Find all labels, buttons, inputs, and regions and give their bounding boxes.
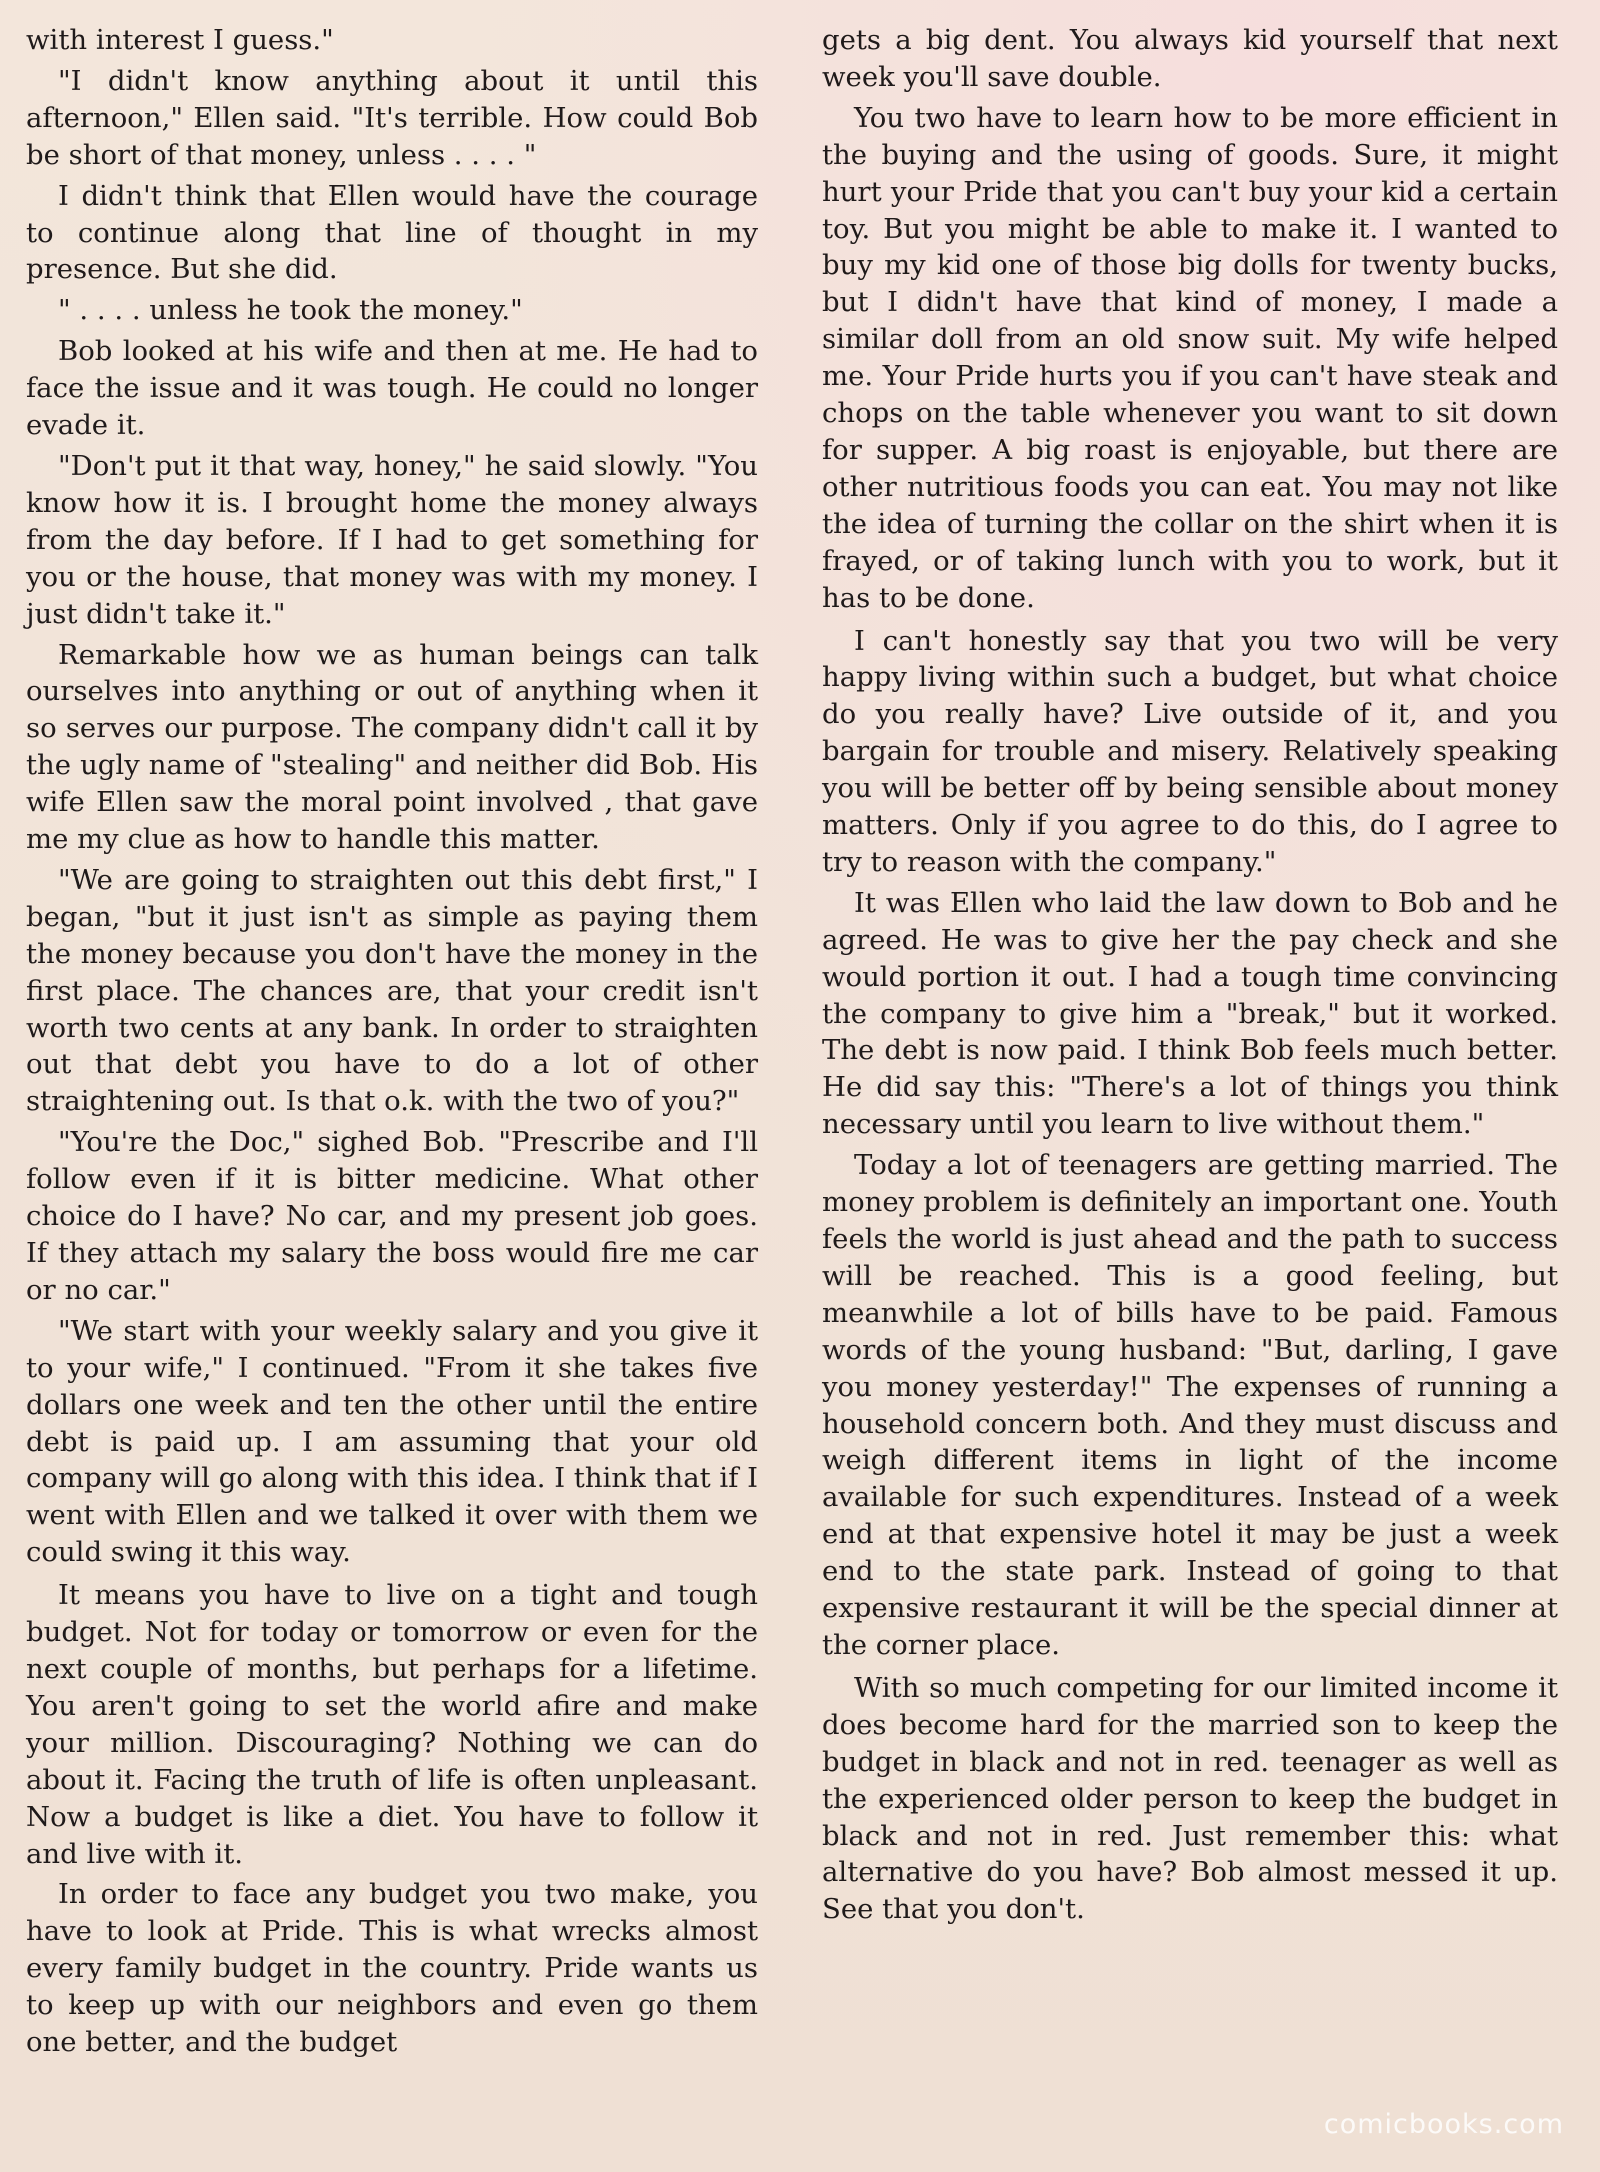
paragraph: You two have to learn how to be more efficient in the buying and the using of goods. Sure, it might hurt your Pride that you can't buy your kid a certain toy. But you might be able to make it. I wanted to buy my kid one of those big dolls for twenty bucks, but I didn't have that kind of money, I made a similar doll from an old snow suit. My wife helped me. Your Pride hurts you if you can't have steak and chops on the table whenever you want to sit down for supper. A big roast is enjoyable, but there are other nutritious foods you can eat. You may not like the idea of turning the collar on the shirt when it is frayed, or of taking lunch with you to work, but it has to be done. — [822, 101, 1558, 614]
paragraph: Remarkable how we as human beings can talk ourselves into anything or out of anything when it so serves our purpose. The company didn't call it by the ugly name of "stealing" and neither did Bob. His wife Ellen saw the moral point involved , that gave me my clue as how to handle this matter. — [26, 638, 758, 856]
paragraph: " . . . . unless he took the money." — [58, 294, 523, 327]
paragraph: With so much competing for our limited income it does become hard for the married son to keep the budget in black and not in red. teenager as well as the experienced older person to keep the budget in black and not in red. Just remember this: what alternative do you have? Bob almost messed it up. See that you don't. — [822, 1671, 1558, 1926]
watermark: comicbooks.com — [1323, 2109, 1564, 2140]
left-text-column — [26, 22, 758, 2065]
paragraph: "We are going to straighten out this debt first," I began, "but it just isn't as simple as paying them the money because you don't have the money in the first place. The chances are, that your credit isn't worth two cents at any bank. In order to straighten out that debt you have to do a lot of other straightening out. Is that o.k. with the two of you?" — [26, 863, 758, 1118]
paragraph: It was Ellen who laid the law down to Bob and he agreed. He was to give her the pay check and she would portion it out. I had a tough time convincing the company to give him a "break," but it worked. The debt is now paid. I think Bob feels much better. He did say this: "There's a lot of things you think necessary until you learn to live without them." — [822, 886, 1558, 1141]
paragraph: Today a lot of teenagers are getting married. The money problem is definitely an important one. Youth feels the world is just ahead and the path to success will be reached. This is a good feeling, but meanwhile a lot of bills have to be paid. Famous words of the young husband: "But, darling, I gave you money yesterday!" The expenses of running a household concern both. And they must discuss and weigh different items in light of the income available for such expenditures. Instead of a week end at that expensive hotel it may be just a week end to the state park. Instead of going to that expensive restaurant it will be the special dinner at the corner place. — [822, 1149, 1558, 1661]
paragraph: In order to face any budget you two make, you have to look at Pride. This is what wrecks almost every family budget in the country. Pride wants us to keep up with our neighbors and even go them one better, and the budget — [26, 1878, 758, 2059]
paragraph: gets a big dent. You always kid yourself that next week you'll save double. — [822, 24, 1558, 93]
paragraph: Bob looked at his wife and then at me. He had to face the issue and it was tough. He could no longer evade it. — [26, 335, 758, 442]
paragraph: "Don't put it that way, honey," he said slowly. "You know how it is. I brought home the money always from the day before. If I had to get something for you or the house, that money was with my money. I just didn't take it." — [26, 449, 758, 630]
paragraph: "We start with your weekly salary and you give it to your wife," I continued. "From it she takes five dollars one week and ten the other until the entire debt is paid up. I am assuming that your old company will go along with this idea. I think that if I went with Ellen and we talked it over with them we could swing it this way. — [26, 1314, 758, 1569]
paragraph: I can't honestly say that you two will be very happy living within such a budget, but what choice do you really have? Live outside of it, and you bargain for trouble and misery. Relatively speaking you will be better off by being sensible about money matters. Only if you agree to do this, do I agree to try to reason with the company." — [822, 624, 1558, 878]
paragraph: It means you have to live on a tight and tough budget. Not for today or tomorrow or even for the next couple of months, but perhaps for a lifetime. You aren't going to set the world afire and make your million. Discouraging? Nothing we can do about it. Facing the truth of life is often unpleasant. Now a budget is like a diet. You have to follow it and live with it. — [26, 1579, 758, 1870]
paragraph: "I didn't know anything about it until this afternoon," Ellen said. "It's terrible. How could Bob be short of that money, unless . . . . " — [26, 64, 758, 171]
paragraph: I didn't think that Ellen would have the courage to continue along that line of thought in my presence. But she did. — [26, 179, 758, 286]
right-text-column — [822, 22, 1558, 1932]
paragraph: "You're the Doc," sighed Bob. "Prescribe and I'll follow even if it is bitter medicine. What other choice do I have? No car, and my present job goes. If they attach my salary the boss would fire me car or no car." — [26, 1126, 758, 1306]
paragraph: with interest I guess." — [26, 24, 334, 56]
